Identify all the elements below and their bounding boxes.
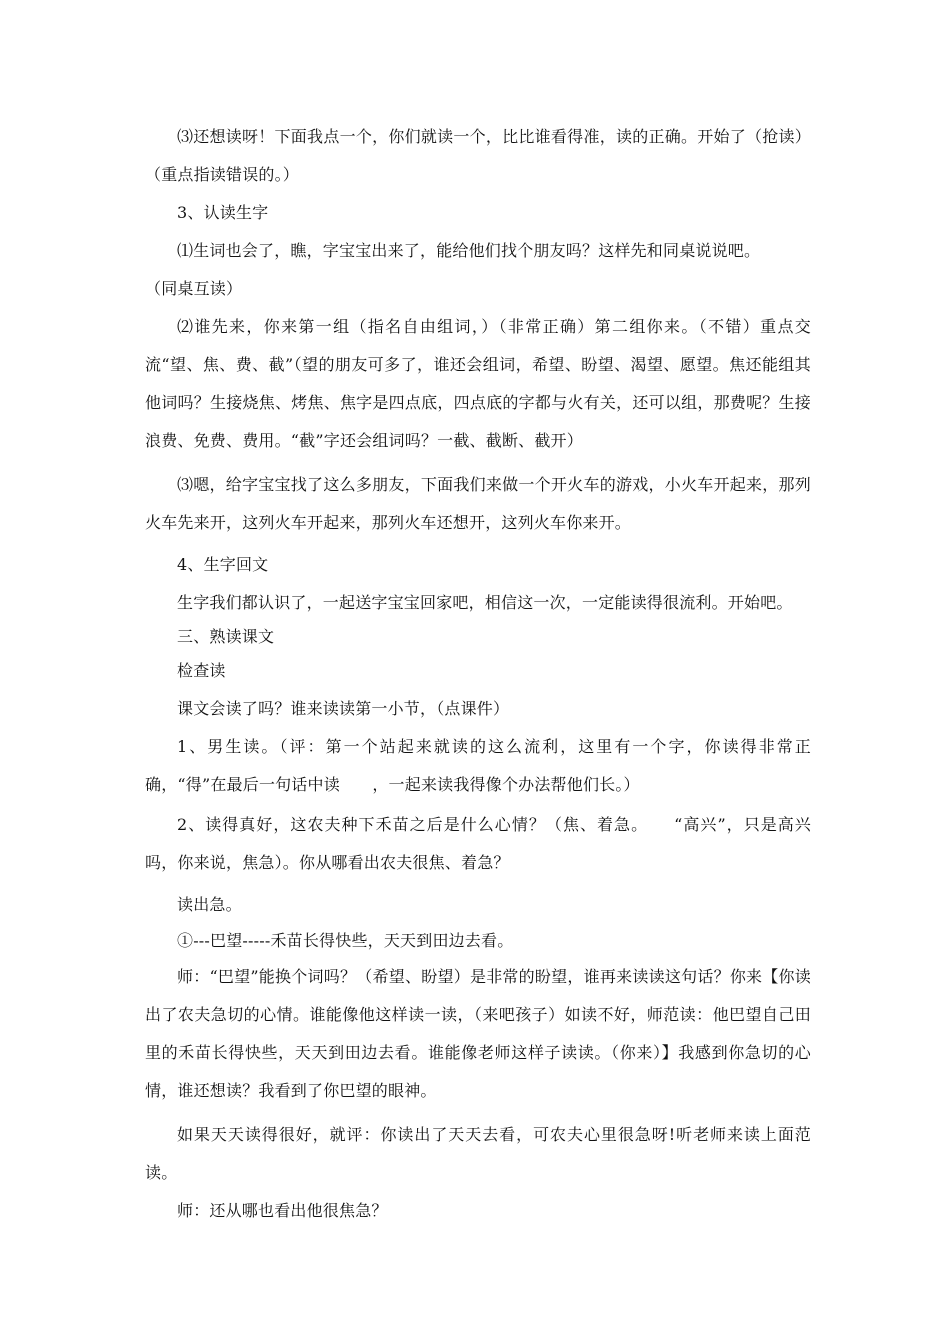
heading-read-text: 三、熟读课文 (177, 627, 275, 646)
paragraph-boys-read: 1、男生读。（评：第一个站起来就读的这么流利，这里有一个字，你读得非常正确，“得”在最后一句话中读 ，一起来读我得像个办法帮他们长。） (145, 737, 811, 794)
paragraph-deskmate-reading: （同桌互读） (145, 279, 243, 298)
paragraph-if-read-well: 如果天天读得很好，就评：你读出了天天去看，可农夫心里很急呀!听老师来读上面范读。 (145, 1125, 811, 1182)
paragraph-teacher-bawang: 师：“巴望”能换个词吗？（希望、盼望）是非常的盼望，谁再来读读这句话？你来【你读出了农夫急切的心情。谁能像他这样读一读，（来吧孩子）如读不好，师范读：他巴望自己田里的禾苗长得快些，天天到田边去看。谁能像老师这样子读读。（你来）】我感到你急切的心情，谁还想读？我看到了你巴望的眼神。 (145, 967, 811, 1100)
paragraph-check-reading: 检查读 (177, 661, 226, 680)
paragraph-grab-reading: ⑶还想读呀！下面我点一个，你们就读一个，比比谁看得准，读的正确。开始了（抢读）（重点指读错误的。） (145, 127, 811, 184)
paragraph-teacher-question: 师：还从哪也看出他很焦急？ (177, 1201, 388, 1220)
heading-recognize-characters: 3、认读生字 (177, 203, 269, 222)
paragraph-find-friends: ⑴生词也会了，瞧，字宝宝出来了，能给他们找个朋友吗？这样先和同桌说说吧。 (177, 241, 761, 260)
paragraph-train-game: ⑶嗯，给字宝宝找了这么多朋友，下面我们来做一个开火车的游戏，小火车开起来，那列火车先来开，这列火车开起来，那列火车还想开，这列火车你来开。 (145, 475, 811, 532)
paragraph-send-home: 生字我们都认识了，一起送字宝宝回家吧，相信这一次，一定能读得很流利。开始吧。 (177, 593, 793, 612)
heading-characters-back: 4、生字回文 (177, 555, 269, 574)
paragraph-read-anxious: 读出急。 (177, 895, 242, 914)
paragraph-bawang-sentence: ①---巴望-----禾苗长得快些，天天到田边去看。 (177, 931, 514, 950)
paragraph-word-groups: ⑵谁先来，你来第一组（指名自由组词，）（非常正确）第二组你来。（不错）重点交流“望、焦、费、截”（望的朋友可多了，谁还会组词，希望、盼望、渴望、愿望。焦还能组其他词吗？生接烧焦、烤焦、焦字是四点底，四点底的字都与火有关，还可以组，那费呢？生接浪费、免费、费用。“截”字还会组词吗？一截、截断、截开） (145, 317, 811, 450)
paragraph-farmer-mood: 2、读得真好，这农夫种下禾苗之后是什么心情？（焦、着急。 “高兴”，只是高兴吗，你来说，焦急）。你从哪看出农夫很焦、着急？ (145, 815, 811, 872)
paragraph-first-section: 课文会读了吗？谁来读读第一小节，（点课件） (177, 699, 510, 718)
